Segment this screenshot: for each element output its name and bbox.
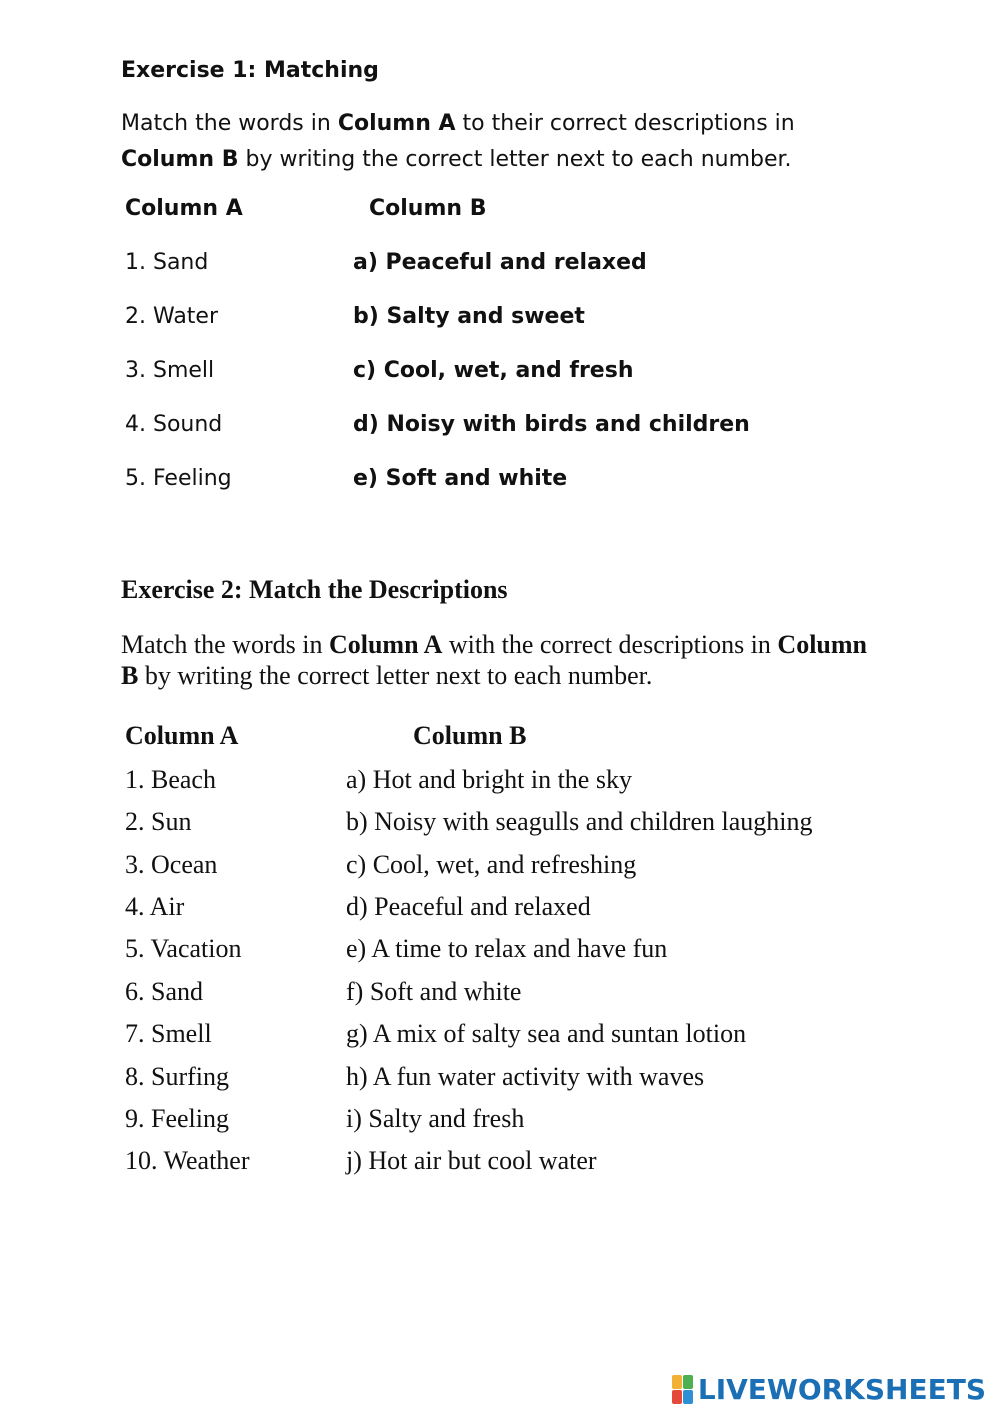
exercise2-column-a-item: 4. Air [125,892,185,921]
exercise1-title: Exercise 1: Matching [121,58,379,83]
exercise2-instruction: Match the words in Column A with the correct descriptions in Column B by writing the correct letter next to each number. [121,630,867,690]
exercise1-column-a-item: 3. Smell [125,358,215,383]
exercise1-column-b-item: c) Cool, wet, and fresh [353,358,634,383]
exercise1-column-a-item: 4. Sound [125,412,223,437]
exercise1-column-a-item: 2. Water [125,304,219,329]
exercise2-title: Exercise 2: Match the Descriptions [121,575,508,604]
exercise2-column-b-item: i) Salty and fresh [346,1104,525,1133]
exercise2-column-a-item: 2. Sun [125,807,192,836]
exercise2-column-a-item: 10. Weather [125,1146,250,1175]
exercise1-instruction: Match the words in Column A to their correct descriptions in Column B by writing the correct letter next to each number. [121,111,795,172]
exercise2-column-b-item: h) A fun water activity with waves [346,1062,705,1091]
exercise2-column-b-item: j) Hot air but cool water [346,1146,597,1175]
exercise1-column-b-item: b) Salty and sweet [353,304,585,329]
exercise2-column-a-item: 9. Feeling [125,1104,229,1133]
exercise1-column-a-header: Column A [125,196,243,221]
exercise2-column-b-item: f) Soft and white [346,977,522,1006]
exercise2-column-a-item: 3. Ocean [125,850,218,879]
exercise2-column-a-item: 7. Smell [125,1019,212,1048]
liveworksheets-logo-text: LIVEWORKSHEETS [697,1373,986,1406]
exercise1-column-b-item: e) Soft and white [353,466,568,491]
liveworksheets-logo[interactable] [672,1373,986,1406]
exercise2-column-b-item: e) A time to relax and have fun [346,934,668,963]
exercise2-column-b-item: c) Cool, wet, and refreshing [346,850,637,879]
exercise2-column-a-header: Column A [125,721,239,750]
exercise1-column-a-item: 1. Sand [125,250,209,275]
exercise1-column-b-header: Column B [369,196,487,221]
exercise2-column-a-item: 8. Surfing [125,1062,229,1091]
exercise1-column-b-item: a) Peaceful and relaxed [353,250,647,275]
exercise2-column-b-item: b) Noisy with seagulls and children laughing [346,807,813,836]
exercise2-column-a-item: 1. Beach [125,765,216,794]
liveworksheets-logo-icon [672,1375,694,1405]
exercise2-column-b-item: a) Hot and bright in the sky [346,765,632,794]
exercise2-column-b-header: Column B [413,721,527,750]
exercise1-column-b-item: d) Noisy with birds and children [353,412,750,437]
exercise2-column-a-item: 5. Vacation [125,934,242,963]
exercise1-column-a-item: 5. Feeling [125,466,232,491]
exercise2-column-b-item: g) A mix of salty sea and suntan lotion [346,1019,747,1048]
exercise2-column-b-item: d) Peaceful and relaxed [346,892,591,921]
exercise2-column-a-item: 6. Sand [125,977,203,1006]
